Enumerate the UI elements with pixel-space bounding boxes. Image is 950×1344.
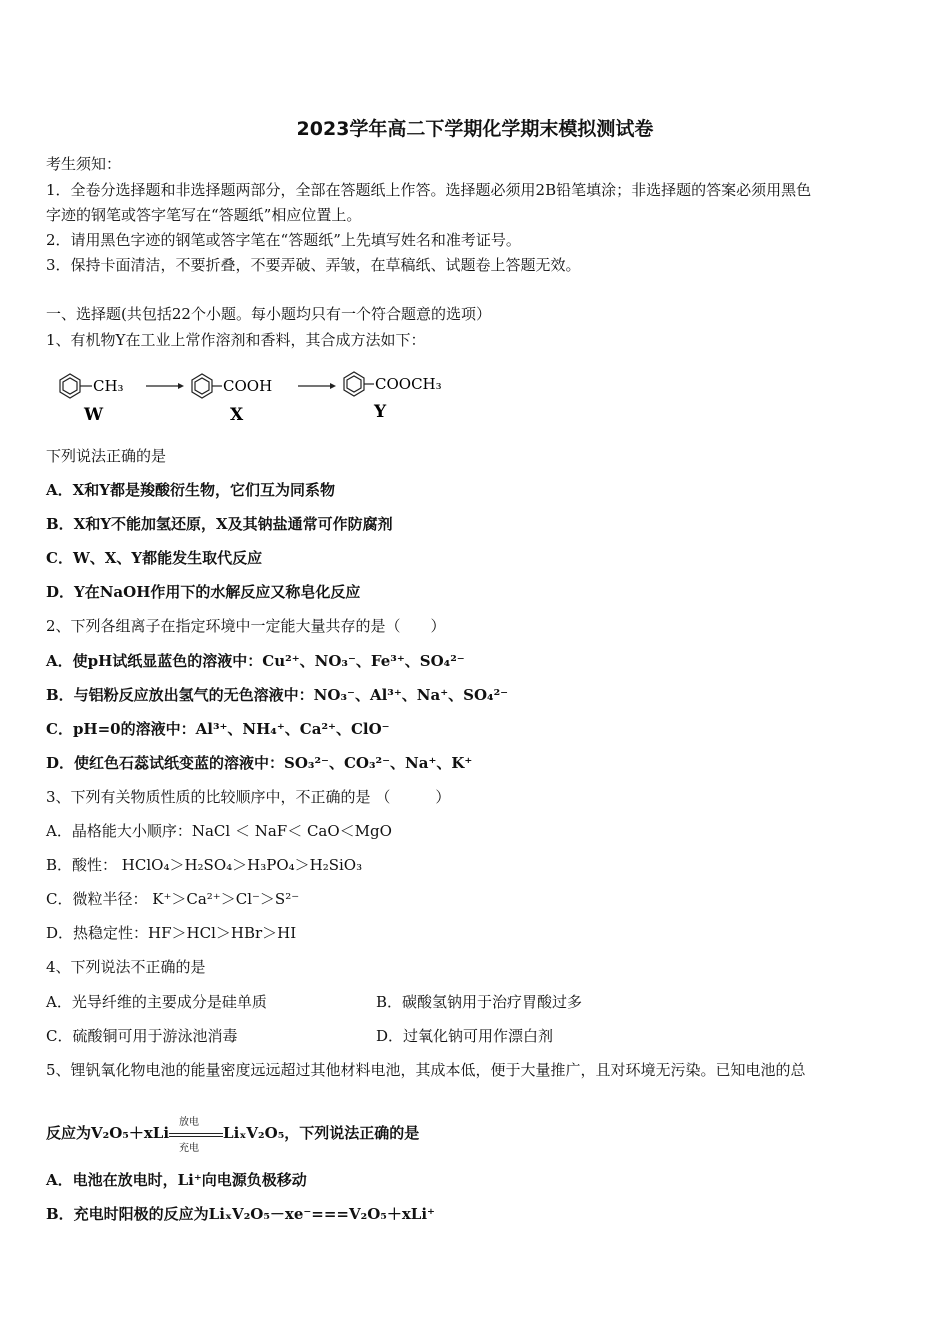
benzene-ring-y — [344, 372, 364, 396]
benzene-ring-w — [60, 374, 80, 398]
q2-stem: 2、下列各组离子在指定环境中一定能大量共存的是（ ） — [46, 617, 446, 635]
q2-option: D．使红色石蕊试纸变蓝的溶液中：SO₃²⁻、CO₃²⁻、Na⁺、K⁺ — [46, 754, 473, 772]
q4-option: B．碳酸氢钠用于治疗胃酸过多 — [376, 993, 583, 1011]
q5-option: B．充电时阳极的反应为LiₓV₂O₅－xe⁻===V₂O₅＋xLi⁺ — [46, 1205, 435, 1223]
q4-stem: 4、下列说法不正确的是 — [46, 958, 206, 976]
q3-option: D．热稳定性：HF＞HCl＞HBr＞HI — [46, 924, 297, 942]
w-substituent: CH₃ — [93, 377, 124, 395]
q1-option: C．W、X、Y都能发生取代反应 — [46, 549, 263, 567]
q3-stem: 3、下列有关物质性质的比较顺序中，不正确的是 （ ） — [46, 788, 451, 806]
notice-item: 2．请用黑色字迹的钢笔或答字笔在“答题纸”上先填写姓名和准考证号。 — [46, 231, 521, 249]
reaction-right: LiₓV₂O₅，下列说法正确的是 — [223, 1124, 420, 1142]
section-heading: 一、选择题(共包括22个小题。每小题均只有一个符合题意的选项） — [46, 305, 491, 323]
q2-option: C．pH=0的溶液中：Al³⁺、NH₄⁺、Ca²⁺、ClO⁻ — [46, 720, 390, 738]
q2-option: B．与铝粉反应放出氢气的无色溶液中：NO₃⁻、Al³⁺、Na⁺、SO₄²⁻ — [46, 686, 509, 704]
q1-prompt: 下列说法正确的是 — [46, 447, 167, 465]
arrow-top-label: 放电 — [179, 1117, 200, 1128]
q3-option: B．酸性： HClO₄＞H₂SO₄＞H₃PO₄＞H₂SiO₃ — [46, 856, 363, 874]
q1-stem: 1、有机物Y在工业上常作溶剂和香料，其合成方法如下： — [46, 331, 426, 349]
q1-option: D．Y在NaOH作用下的水解反应又称皂化反应 — [46, 583, 361, 601]
arrow-bottom-label: 充电 — [179, 1143, 200, 1154]
reaction-left: 反应为V₂O₅＋xLi — [46, 1124, 170, 1142]
q4-option: D．过氧化钠可用作漂白剂 — [376, 1027, 554, 1045]
y-substituent: COOCH₃ — [375, 375, 442, 393]
q4-option: A．光导纤维的主要成分是硅单质 — [46, 993, 267, 1011]
notice-item: 字迹的钢笔或答字笔写在“答题纸”相应位置上。 — [46, 206, 362, 224]
q1-option: B．X和Y不能加氢还原，X及其钠盐通常可作防腐剂 — [46, 515, 393, 533]
notice-item: 3．保持卡面清洁，不要折叠，不要弄破、弄皱，在草稿纸、试题卷上答题无效。 — [46, 256, 581, 274]
q5-stem: 5、锂钒氧化物电池的能量密度远远超过其他材料电池，其成本低，便于大量推广，且对环境无污染。已知电池的总 — [46, 1061, 806, 1079]
page-title: 2023学年高二下学期化学期末模拟测试卷 — [296, 118, 654, 140]
notice-heading: 考生须知： — [46, 155, 122, 173]
q2-option: A．使pH试纸显蓝色的溶液中：Cu²⁺、NO₃⁻、Fe³⁺、SO₄²⁻ — [46, 652, 465, 670]
q3-option: A．晶格能大小顺序：NaCl ＜ NaF＜ CaO＜MgO — [46, 822, 392, 840]
q4-option: C．硫酸铜可用于游泳池消毒 — [46, 1027, 238, 1045]
reversible-arrow — [169, 1117, 223, 1154]
q5-reaction — [46, 1117, 420, 1154]
synthesis-scheme — [46, 364, 476, 426]
notice-item: 1．全卷分选择题和非选择题两部分，全部在答题纸上作答。选择题必须用2B铅笔填涂；非选择题的答案必须用黑色 — [46, 181, 812, 199]
q3-option: C．微粒半径： K⁺＞Ca²⁺＞Cl⁻＞S²⁻ — [46, 890, 300, 908]
w-label: W — [84, 405, 104, 425]
benzene-ring-x — [192, 374, 212, 398]
q1-option: A．X和Y都是羧酸衍生物，它们互为同系物 — [46, 481, 335, 499]
q5-option: A．电池在放电时，Li⁺向电源负极移动 — [46, 1171, 307, 1189]
y-label: Y — [374, 402, 387, 422]
x-label: X — [230, 405, 244, 425]
x-substituent: COOH — [223, 377, 273, 395]
